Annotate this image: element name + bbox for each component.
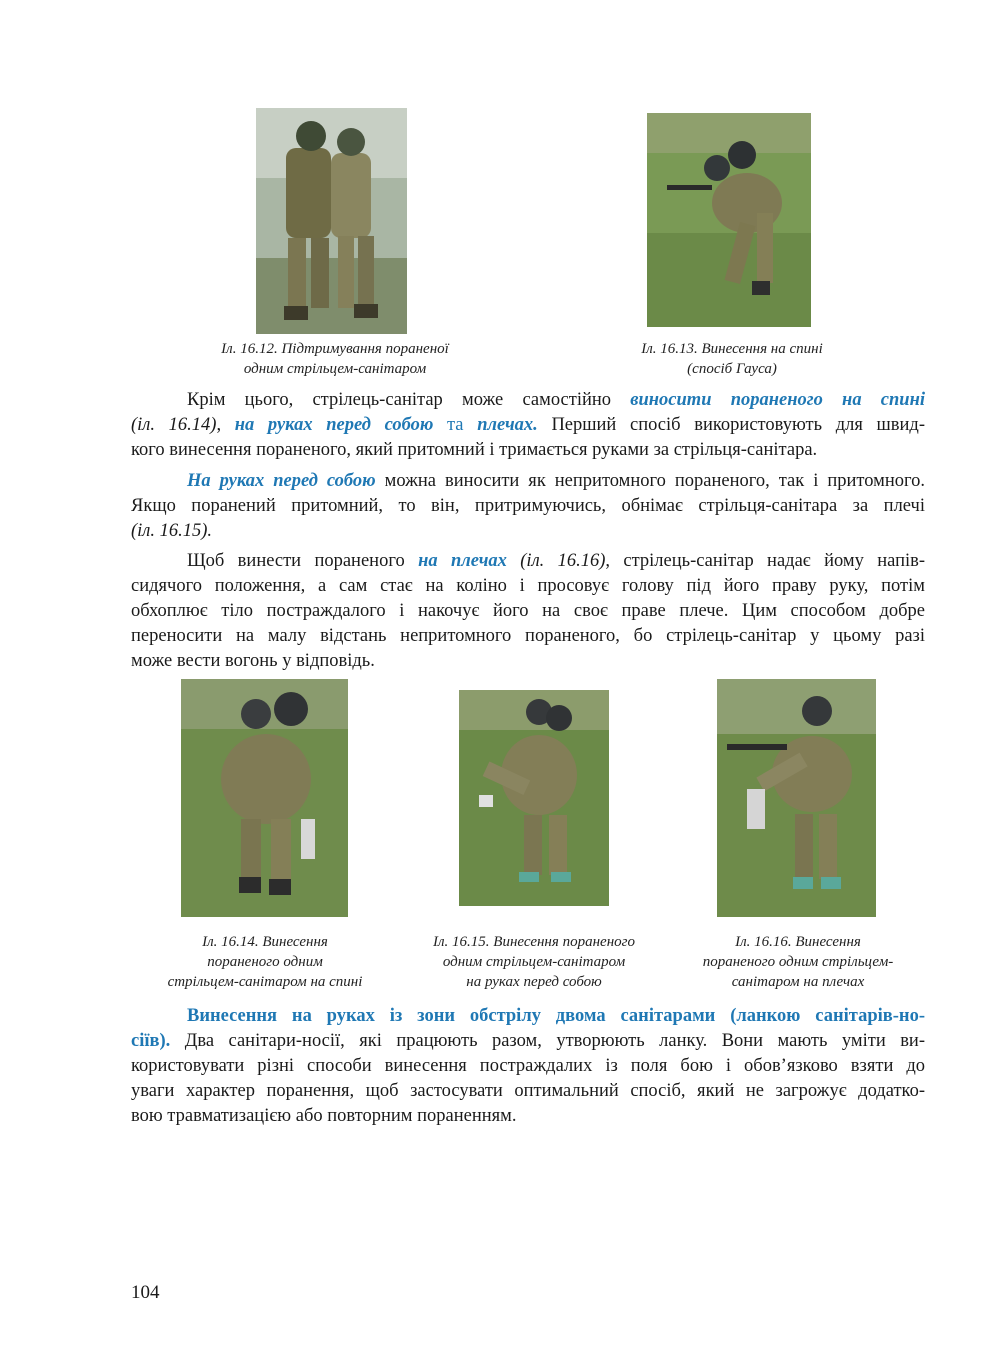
caption-line: пораненого одним — [207, 954, 323, 970]
text-run: можна виносити як непритомного пораненого, так і притомного. — [375, 471, 925, 491]
caption-line: Іл. 16.12. Підтримування пораненої — [221, 341, 449, 357]
paragraph-line — [131, 519, 925, 544]
emphasis-text: на руках перед собою — [234, 415, 434, 435]
paragraph-line — [131, 388, 925, 413]
text-run: Два санітари-носії, які працюють разом, утворюють ланку. Вони мають уміти ви- — [170, 1031, 925, 1051]
text-run: , стрілець-санітар надає йому напів- — [605, 551, 926, 571]
emphasis-text: на плечах — [418, 551, 507, 571]
caption-line: на руках перед собою — [466, 974, 602, 990]
paragraph-line: користовувати різні способи винесення постраждалих із поля бою і обов’язково взяти до — [131, 1056, 925, 1076]
caption-line: пораненого одним стрільцем- — [702, 954, 894, 970]
paragraph-line: обхоплює тіло постраждалого і накочує його на своє праве плече. Цим способом добре — [131, 601, 925, 621]
paragraph-4 — [131, 1004, 925, 1129]
caption-line: Іл. 16.13. Винесення на спині — [641, 341, 823, 357]
caption-line: (спосіб Гауса) — [687, 361, 777, 377]
paragraph-line — [131, 1004, 925, 1029]
text-run: Перший спосіб використовують для швид- — [537, 415, 926, 435]
caption-line: одним стрільцем-санітаром — [442, 954, 626, 970]
paragraph-3 — [131, 549, 925, 674]
paragraph-line — [131, 1029, 925, 1054]
paragraph-line: вою травматизацією або повторним пораненням. — [131, 1106, 517, 1126]
paragraph-line — [131, 438, 925, 463]
caption-fig-16-15 — [404, 932, 664, 992]
paragraph-line — [131, 469, 925, 494]
section-heading: сіїв). — [131, 1031, 171, 1051]
caption-fig-16-12 — [175, 339, 495, 379]
paragraph-line: може вести вогонь у відповідь. — [131, 651, 375, 671]
caption-line: одним стрільцем-санітаром — [243, 361, 427, 377]
text-run: , — [216, 415, 235, 435]
caption-fig-16-16 — [660, 932, 936, 992]
caption-line: стрільцем-санітаром на спині — [167, 974, 363, 990]
paragraph-line — [131, 494, 925, 519]
photo-fig-16-15 — [459, 690, 609, 906]
photo-fig-16-13 — [647, 113, 811, 327]
section-heading: Винесення на руках із зони обстрілу двома санітарами (ланкою санітарів-но- — [187, 1006, 925, 1026]
caption-fig-16-14 — [130, 932, 400, 992]
paragraph-line: уваги характер поранення, щоб застосувати оптимальний спосіб, який не загрожує додатко- — [131, 1081, 925, 1101]
figure-ref: (іл. 16.16) — [506, 551, 606, 571]
caption-line: Іл. 16.15. Винесення пораненого — [433, 934, 635, 950]
text-run: Крім цього, стрілець-санітар може самостійно — [187, 390, 631, 410]
photo-fig-16-14 — [181, 679, 348, 917]
paragraph-1 — [131, 388, 925, 463]
figure-ref: (іл. 16.15). — [131, 521, 213, 541]
caption-line: Іл. 16.16. Винесення — [735, 934, 861, 950]
emphasis-text: На руках перед собою — [187, 471, 376, 491]
text-run: та — [433, 415, 478, 435]
caption-fig-16-13 — [582, 339, 882, 379]
paragraph-2 — [131, 469, 925, 544]
paragraph-line: сидячого положення, а сам стає на коліно і просовує голову під його праву руку, потім — [131, 576, 925, 596]
emphasis-text: плечах. — [477, 415, 538, 435]
figure-ref: (іл. 16.14) — [131, 415, 217, 435]
paragraph-line: переносити на малу відстань непритомного пораненого, бо стрілець-санітар у цьому разі — [131, 626, 925, 646]
text-run: Щоб винести пораненого — [187, 551, 419, 571]
page-number: 104 — [131, 1282, 160, 1303]
text-run: кого винесення пораненого, який притомний і тримається руками за стрільця-санітара. — [131, 440, 818, 460]
photo-fig-16-16 — [717, 679, 876, 917]
paragraph-line — [131, 549, 925, 574]
caption-line: Іл. 16.14. Винесення — [202, 934, 328, 950]
caption-line: санітаром на плечах — [731, 974, 865, 990]
photo-fig-16-12 — [256, 108, 407, 334]
emphasis-text: виносити пораненого на спині — [630, 390, 925, 410]
paragraph-line — [131, 413, 925, 438]
text-run: Якщо поранений притомний, то він, притримуючись, обнімає стрільця-санітара за плечі — [131, 496, 925, 516]
